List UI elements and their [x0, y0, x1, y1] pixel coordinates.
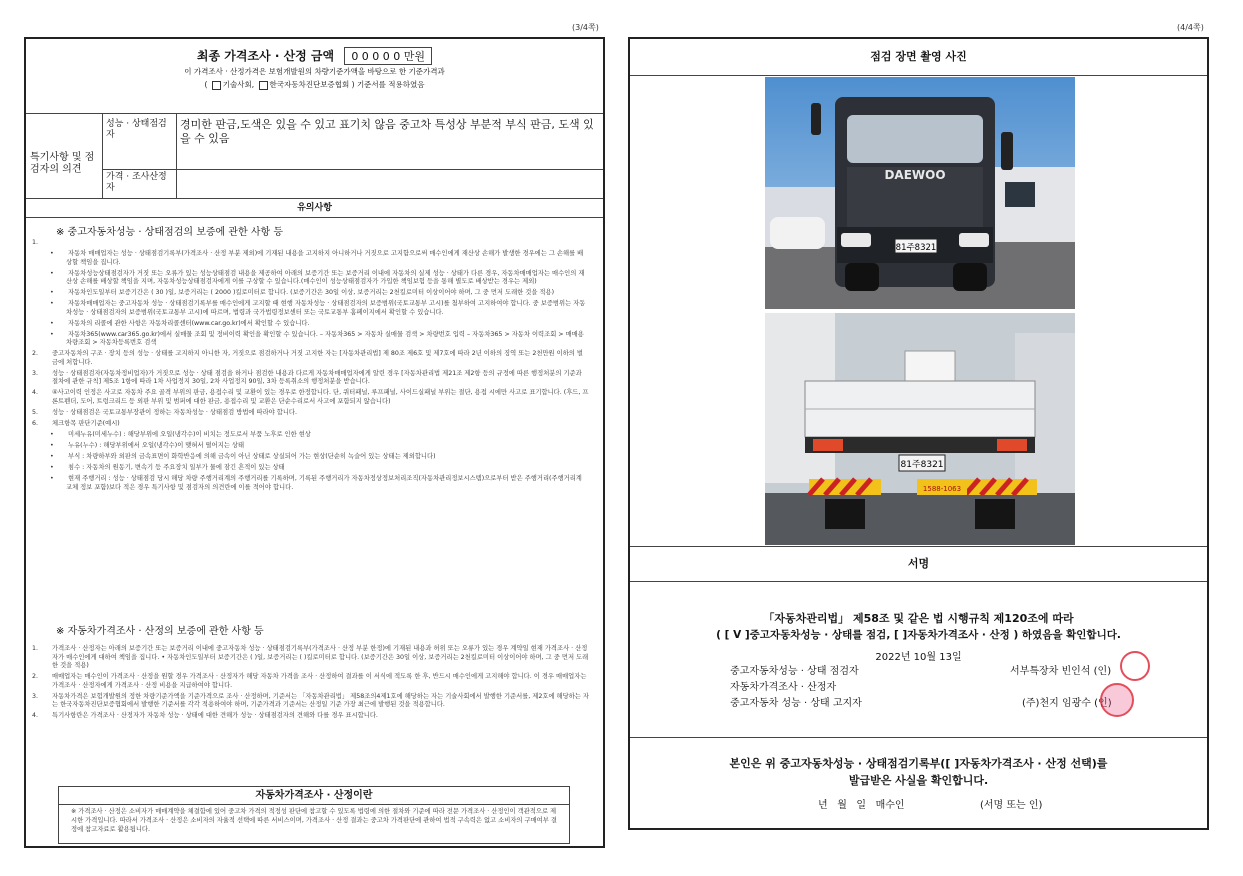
price-warranty-title: ※ 자동차가격조사 · 산정의 보증에 관한 사항 등 — [56, 626, 264, 637]
final-price-title: 최종 가격조사 · 산정 금액 — [196, 49, 335, 63]
price-warranty-item: 1.가격조사 · 산정자는 아래의 보증기간 또는 보증거리 이내에 중고자동차 성능 · 상태점검기록부(가격조사 · 산정 부분 한정)에 기재된 내용과 허위 또는 오류가 있는 경우 계약일 현재 가격조사 · 산정자가 매수인에게 대하여 책임을 집니다. • 자동차인도일부터 보증기간은 ( )일, 보증거리는 ( )킬로미터로 합니다. (보증기간은 30일 이상, 보증거리는 2천킬로미터 이상이어야 하며, 그 중 먼저 도래한 것을 적용) — [32, 645, 589, 670]
basis-line-1: 이 가격조사 · 산정가격은 보험개발원의 차량기준가액을 바탕으로 한 기준가격과 — [184, 67, 445, 76]
signer-name: 서부특장차 빈인석 (인) — [1010, 666, 1112, 677]
final-price-header — [26, 39, 603, 114]
perf-warranty-item: 1. — [32, 239, 39, 246]
perf-warranty-item: •부식 : 차량하부와 외판의 금속표면이 화학반응에 의해 금속이 아닌 상태로 상실되어 가는 현상(단순히 녹슬어 있는 상태는 제외합니다) — [50, 452, 436, 460]
perf-warranty-item: •자동차인도일부터 보증기간은 ( 30 )일, 보증거리는 ( 2000 )킬로미터로 합니다. (보증기간은 30일 이상, 보증거리는 2천킬로미터 이상이어야 하며, 그 중 먼저 도래한 것을 적용) — [50, 289, 555, 297]
perf-warranty-item: •자동차 매매업자는 성능 · 상태점검기록부(가격조사 · 산정 부분 제외)에 기재된 내용을 고지하지 아니하거나 거짓으로 고지함으로써 매수인에게 재산상 손해가 발생한 경우에는 그 손해를 배상할 책임을 집니다. — [50, 249, 584, 266]
left-page-number: (3/4쪽) — [572, 23, 599, 32]
signer-row: 중고자동차 성능 · 상태 고지자 — [730, 698, 862, 709]
price-warranty-list — [32, 645, 589, 723]
price-definition-text: ※ 가격조사 · 산정은 소비자가 매매계약을 체결함에 있어 중고차 가격의 적정성 판단에 참고할 수 있도록 법령에 의한 절차와 기준에 따라 전문 가격조사 · 산정인이 객관적으로 제시한 가격입니다. 따라서 가격조사 · 산정은 소비자의 자율적 선택에 따른 서비스이며, 가격조사 · 산정 결과는 중고차 가격판단에 관하여 법적 구속력은 없고 소비자의 구매여부 결정에 참고자료로 활용됩니다. — [71, 808, 557, 833]
signature-title: 서명 — [630, 546, 1207, 582]
rear-plate-text: 81주8321 — [900, 460, 944, 470]
perf-warranty-item: •누유(누수) : 해당부위에서 오일(냉각수)이 맺혀서 떨어지는 상태 — [50, 441, 245, 449]
perf-warranty-item: •자동차성능상태점검자가 거짓 또는 오류가 있는 성능상태점검 내용을 제공하여 아래의 보증기간 또는 보증거리 이내에 자동차의 실제 성능 · 상태가 다른 경우, 자동차매매업자는 매수인의 재산상 손해를 배상할 책임을 지며, 자동차성능상태점검자에게 이를 구상할 수 있습니다.(매수인이 성능상태점검자가 가입한 책임보험 등을 통해 별도로 배상받는 경우는 제외) — [50, 269, 585, 286]
front-plate-text: 81주8321 — [895, 243, 937, 253]
perf-warranty-item: 3.성능 · 상태점검자(자동차정비업자)가 거짓으로 성능 · 상태 점검을 하거나 점검한 내용과 다르게 자동차매매업자에게 알린 경우 [자동차관리법 제21조 제2항 등의 규정에 따른 행정처분의 기준과 절차에 관한 규칙] 제5조 1항에 따라 1차 사업정지 30일, 2차 사업정지 90일, 3차 등록취소의 행정처분을 받습니다. — [32, 369, 582, 386]
perf-warranty-item: 6.체크항목 판단기준(예시) — [32, 419, 120, 427]
signer-row: 중고자동차성능 · 상태 점검자 — [730, 666, 859, 677]
price-definition-title: 자동차가격조사 · 산정이란 — [59, 787, 569, 805]
photo-section-title: 점검 장면 촬영 사진 — [630, 39, 1207, 76]
law-line: 「자동차관리법」 제58조 및 같은 법 시행규칙 제120조에 따라 — [763, 612, 1074, 625]
perf-warranty-item: 4.④사고이력 인정은 사고로 자동차 주요 골격 부위의 판금, 용접수리 및 교환이 있는 경우로 한정합니다. 단, 쿼터패널, 루프패널, 사이드실패널 부위는 절단, 용접 시에만 사고로 표기합니다. (후드, 프론트펜더, 도어, 트렁크리드 등 외판 부위 및 범퍼에 대한 판금, 용접수리 및 교환은 단순수리로서 사고에 포함되지 않습니다) — [32, 389, 589, 406]
perf-warranty-list — [32, 239, 589, 494]
opinion-label: 특기사항 및 점검자의 의견 — [30, 152, 95, 175]
price-definition-box — [58, 786, 570, 844]
confirm-line: ( [ V ]중고자동차성능 · 상태를 점검, [ ]자동차가격조사 · 산정 ) 하였음을 확인합니다. — [716, 629, 1121, 641]
rear-marker-text: 1588-1063 — [922, 485, 962, 493]
sign-date: 2022년 10월 13일 — [875, 652, 962, 663]
front-inspection-photo — [765, 77, 1075, 309]
checkbox-kadb[interactable] — [259, 81, 268, 90]
notifier-seal-stamp — [1100, 683, 1134, 717]
right-page — [628, 37, 1209, 830]
right-page-number: (4/4쪽) — [1177, 23, 1204, 32]
price-assessor-label: 가격 · 조사산정자 — [106, 172, 167, 193]
price-warranty-item: 4.특기사항란은 가격조사 · 산정자가 자동차 성능 · 상태에 대한 견해가 성능 · 상태점검자의 견해와 다를 경우 표시합니다. — [32, 712, 378, 720]
perf-warranty-item: •자동차의 리콜에 관한 사항은 자동차리콜센터(www.car.go.kr)에서 확인할 수 있습니다. — [50, 319, 310, 327]
buyer-line-1: 본인은 위 중고자동차성능 · 상태점검기록부([ ]자동차가격조사 · 산정 선택)를 — [729, 757, 1108, 770]
price-warranty-item: 3.자동차가격은 보험개발원의 정한 차량기준가액을 기준가격으로 조사 · 산정하며, 기준서는 「자동차관리법」 제58조의4제1호에 해당하는 자는 기술사회에서 발행한 기준서를, 제2호에 해당하는 자는 한국자동차진단보증협회에서 발행한 기준서를 각각 적용하여야 하며, 기준가격과 기준서는 산정일 기준 가장 최근에 발행된 것을 적용합니다. — [32, 692, 589, 709]
perf-warranty-item: 5.성능 · 상태점검은 국토교통부장관이 정하는 자동차성능 · 상태점검 방법에 따라야 합니다. — [32, 409, 298, 416]
signer-row: 자동차가격조사 · 산정자 — [730, 682, 837, 693]
perf-warranty-item: 2.중고자동차의 구조 · 장치 등의 성능 · 상태를 고지하지 아니한 자, 거짓으로 점검하거나 거짓 고지한 자는 [자동차관리법] 제 80조 제6호 및 제7호에 따라 2년 이하의 징역 또는 2천만원 이하의 벌금에 처합니다. — [32, 350, 583, 366]
truck-brand-text: DAEWOO — [884, 168, 946, 182]
inspector-seal-stamp — [1120, 651, 1150, 681]
buyer-line-2: 발급받은 사실을 확인합니다. — [848, 774, 989, 787]
perf-warranty-item: •침수 : 자동차의 원동기, 변속기 등 주요장치 일부가 물에 잠긴 흔적이 있는 상태 — [50, 463, 285, 471]
buyer-sign-line: 년 월 일 매수인 — [818, 800, 905, 811]
perf-warranty-title: ※ 중고자동차성능 · 상태점검의 보증에 관한 사항 등 — [56, 227, 284, 238]
perf-warranty-item: •미세누유(미세누수) : 해당부위에 오일(냉각수)이 비치는 정도로서 부품 노후로 인한 현상 — [50, 430, 311, 438]
final-price-amount: 0 0 0 0 0 만원 — [344, 47, 432, 65]
notice-title: 유의사항 — [26, 199, 603, 218]
perf-inspector-opinion: 경미한 판금,도색은 있을 수 있고 표기치 않음 중고차 특성상 부분적 부식 판금, 도색 있을 수 있음 — [180, 118, 594, 145]
perf-inspector-label: 성능 · 상태점검자 — [106, 119, 167, 140]
left-page — [24, 37, 605, 848]
buyer-sign-note: (서명 또는 인) — [980, 800, 1043, 811]
opinion-section — [26, 114, 603, 199]
perf-warranty-item: •자동차365(www.car365.go.kr)에서 실매물 조회 및 정비이력 확인을 확인할 수 있습니다. – 자동차365 > 자동차 실매물 검색 > 차량번호 입력 – 자동차365 > 자동차 이력조회 > 매매용차량조회 > 자동차등록번호 검색 — [50, 330, 584, 347]
signer-name: (주)천지 임광수 (인) — [1022, 698, 1112, 709]
price-warranty-item: 2.매매업자는 매수인이 가격조사 · 산정을 원할 경우 가격조사 · 산정자가 해당 자동차 가격을 조사 · 산정하여 결과를 이 서식에 적도록 한 후, 반드시 매수인에게 고지해야 합니다. 이 경우 매매업자는 가격조사 · 산정자에게 가격조사 · 산정 비용을 지급하여야 합니다. — [32, 673, 587, 689]
perf-warranty-item: •현재 주행거리 : 성능 · 상태점검 당시 해당 차량 주행거리계의 주행거리를 기록하며, 기록된 주행거리가 자동차정상정보처리조직(자동차관리정보시스템)으로부터 받은 주행거리(주행거리계 교체 정보 포함)보다 적은 경우 특기사항 및 점검자의 의견란에 이를 적어야 합니다. — [50, 474, 582, 491]
perf-warranty-item: •자동차매매업자는 중고자동차 성능 · 상태점검기록부를 매수인에게 고지할 때 현행 자동차성능 · 상태점검자의 보증범위(국토교통부 고시)를 첨부하여 고지하여야 합니다. 중 보증범위는 자동차성능 · 상태점검자의 보증범위(국토교통부 고시)에 따르며, 법령과 국가법령정보센터 또는 국토교통부 홈페이지에서 확인할 수 있습니다. — [50, 300, 586, 316]
rear-inspection-photo — [765, 313, 1075, 545]
basis-line-2: ( 기술사회, 한국자동차진단보증협회 ) 기준서를 적용하였음 — [204, 80, 425, 89]
checkbox-tech-society[interactable] — [212, 81, 221, 90]
